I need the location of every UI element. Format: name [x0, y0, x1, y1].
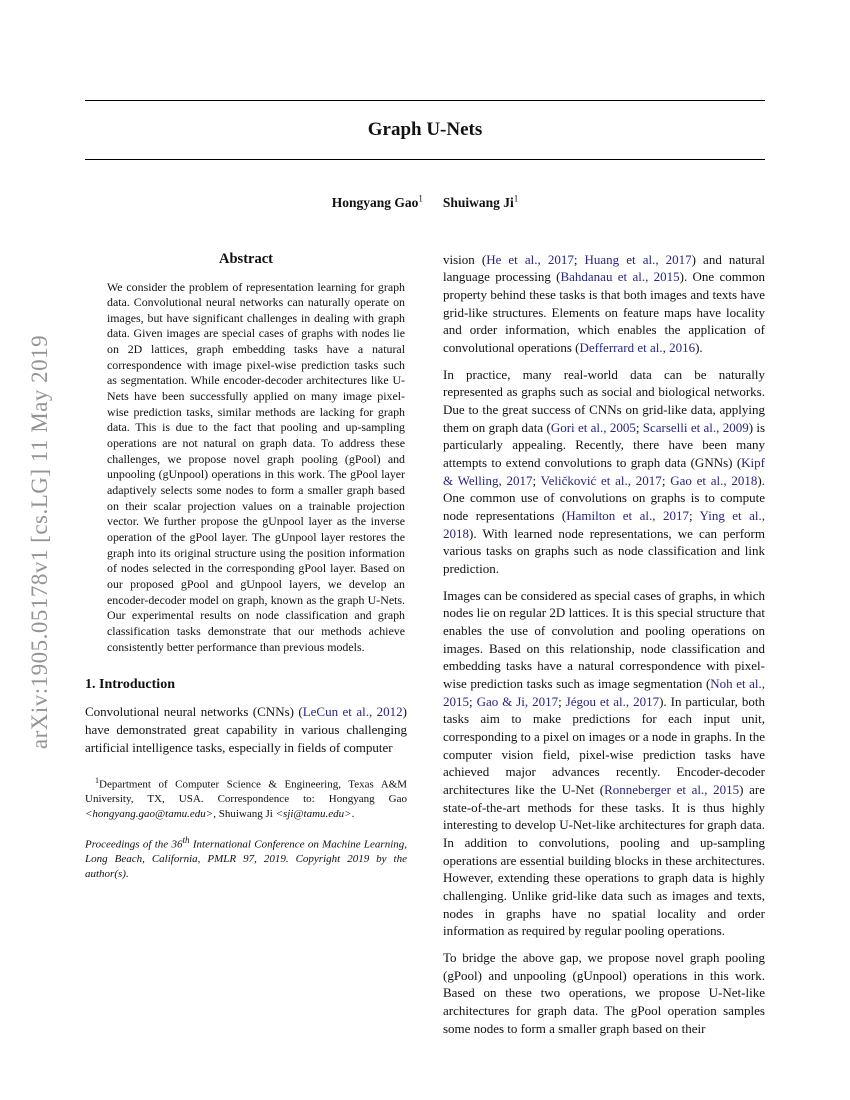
- text-segment: ;: [688, 507, 700, 523]
- text-segment: ) have demonstrated great capability in various challenging artificial intelligence tasks, especially in fields of computer: [85, 704, 407, 755]
- two-column-body: [85, 251, 765, 1038]
- text-segment: ;: [469, 693, 477, 709]
- section-heading-introduction: 1. Introduction: [85, 677, 175, 693]
- title-rule-bottom: [85, 159, 765, 160]
- text-segment: ;: [558, 693, 566, 709]
- body-paragraph: [443, 251, 765, 357]
- text-segment: To bridge the above gap, we propose novel graph pooling (gPool) and unpooling (gUnpool) operations in this work. Based on these two operations, we propose U-Net-like architectures for graph data. The gPool operation samples some nodes to form a smaller graph based on their: [443, 950, 765, 1036]
- text-segment: In practice, many real-world data can be naturally represented as graphs such as social and biological networks. Due to the great success of CNNs on grid-like data, applying them on graph data (: [443, 366, 765, 435]
- superscript-mark: th: [182, 834, 190, 845]
- body-paragraph: [85, 703, 407, 756]
- citation-link[interactable]: Bahdanau et al., 2015: [560, 269, 680, 285]
- paper-title: Graph U-Nets: [367, 119, 483, 140]
- citation-link[interactable]: LeCun et al., 2012: [302, 704, 403, 720]
- author: [443, 195, 518, 210]
- abstract-text: We consider the problem of representation learning for graph data. Convolutional neural networks can naturally operate on images, but have significant challenges in dealing with graph data. Given images are special cases of graphs with nodes lie on 2D lattices, graph embedding tasks have a natural correspondence with image pixel-wise prediction tasks such as segmentation. While encoder-decoder architectures like U-Nets have been successfully applied on many image pixel-wise prediction tasks, similar methods are lacking for graph data. This is due to the fact that pooling and up-sampling operations are not natural on graph data. To address these challenges, we propose novel graph pooling (gPool) and unpooling (gUnpool) operations in this work. The gPool layer adaptively selects some nodes to form a smaller graph based on their scalar projection values on a trainable projection vector. We further propose the gUnpool layer as the inverse operation of the gPool layer. The gUnpool layer restores the graph into its original structure using the position information of nodes selected in the corresponding gPool layer. Based on our proposed gPool and gUnpool layers, we develop an encoder-decoder model on graph, known as the graph U-Nets. Our experimental results on node classification and graph classification tasks demonstrate that our methods achieve consistently better performance than previous models.: [107, 279, 405, 654]
- citation-link[interactable]: Gori et al., 2005: [550, 419, 636, 435]
- affiliation-footnote: [85, 776, 407, 821]
- text-segment: ;: [573, 251, 585, 267]
- title-rule-top: [85, 100, 765, 101]
- left-column: [85, 251, 407, 1038]
- text-segment: vision (: [443, 251, 487, 267]
- author-name: Hongyang Gao: [331, 194, 419, 210]
- citation-link[interactable]: Hamilton et al., 2017: [566, 507, 689, 523]
- text-segment: Department of Computer Science & Engineering, Texas A&M University, TX, USA. Correspondence to: Hongyang Gao: [85, 778, 407, 806]
- text-segment: ). One common use of convolutions on graphs is to compute node representations (: [443, 472, 766, 523]
- author-affiliation-mark: 1: [513, 193, 519, 203]
- superscript-mark: 1: [95, 776, 99, 786]
- copyright-notice: [85, 834, 407, 881]
- text-segment: ;: [532, 472, 541, 488]
- citation-link[interactable]: Huang et al., 2017: [584, 251, 692, 267]
- citation-link[interactable]: Ronneberger et al., 2015: [604, 781, 740, 797]
- citation-link[interactable]: Scarselli et al., 2009: [642, 419, 749, 435]
- citation-link[interactable]: He et al., 2017: [486, 251, 574, 267]
- right-column: [443, 251, 765, 1038]
- author: [332, 195, 423, 210]
- citation-link[interactable]: Veličković et al., 2017: [540, 472, 662, 488]
- citation-link[interactable]: Noh et al., 2015: [443, 675, 766, 709]
- author-row: [85, 193, 765, 211]
- text-segment: ). In particular, both tasks aim to make predictions for each input unit, corresponding to a pixel on images or a node in graphs. In the computer vision field, pixel-wise prediction tasks have achieved major advances recently. Encoder-decoder architectures like the U-Net (: [443, 693, 765, 797]
- body-paragraph: [443, 366, 765, 578]
- arxiv-watermark: arXiv:1905.05178v1 [cs.LG] 11 May 2019: [27, 334, 52, 750]
- text-segment: <sji@tamu.edu>: [275, 807, 352, 820]
- text-segment: Proceedings of the 36: [85, 838, 183, 851]
- text-segment: ). With learned node representations, we can perform various tasks on graphs such as node classification and link prediction.: [443, 525, 765, 576]
- text-segment: .: [351, 807, 355, 820]
- text-segment: Images can be considered as special cases of graphs, in which nodes lie on regular 2D lattices. It is this special structure that enables the use of convolution and pooling operations on images. Based on this relationship, node classification and embedding tasks have a natural correspondence with pixel-wise prediction tasks such as image segmentation (: [443, 587, 765, 691]
- author-name: Shuiwang Ji: [442, 194, 514, 210]
- citation-link[interactable]: Ying et al., 2018: [443, 507, 765, 541]
- text-segment: International Conference on Machine Learning: [189, 838, 405, 851]
- citation-link[interactable]: Defferrard et al., 2016: [579, 339, 696, 355]
- text-segment: ) is particularly appealing. Recently, there have been many attempts to extend convolutions to graph data (GNNs) (: [443, 419, 766, 470]
- footnote-block: [85, 776, 407, 881]
- body-paragraph: [443, 949, 765, 1037]
- citation-link[interactable]: Gao et al., 2018: [670, 472, 758, 488]
- text-segment: ;: [635, 419, 643, 435]
- text-segment: , Shuiwang Ji: [213, 807, 276, 820]
- citation-link[interactable]: Jégou et al., 2017: [565, 693, 660, 709]
- text-segment: ) and natural language processing (: [443, 251, 765, 285]
- citation-link[interactable]: Kipf & Welling, 2017: [443, 454, 765, 488]
- text-segment: ). One common property behind these tasks is that both images and texts have grid-like structures. Elements on feature maps have locality and order information, which enables the application of convolutional operations (: [443, 269, 765, 355]
- paper-content: [85, 0, 765, 1037]
- body-paragraph: [443, 587, 765, 940]
- citation-link[interactable]: Gao & Ji, 2017: [476, 693, 559, 709]
- text-segment: , Long Beach, California, PMLR 97, 2019. Copyright 2019 by the author(s).: [85, 838, 407, 880]
- text-segment: Convolutional neural networks (CNNs) (: [85, 704, 303, 720]
- text-segment: ;: [661, 472, 671, 488]
- author-affiliation-mark: 1: [418, 193, 423, 203]
- text-segment: ) are state-of-the-art methods for these tasks. It is thus highly interesting to develop U-Net-like architectures for graph data. In addition to convolutions, pooling and up-sampling operations are essential building blocks in these architectures. However, extending these operations to graph data is highly challenging. Unlike grid-like data such as images and texts, nodes in graphs have no spatial locality and order information as required by regular pooling operations.: [443, 781, 765, 939]
- text-segment: <hongyang.gao@tamu.edu>: [85, 807, 214, 820]
- abstract-heading: Abstract: [219, 250, 273, 267]
- text-segment: ).: [695, 339, 703, 355]
